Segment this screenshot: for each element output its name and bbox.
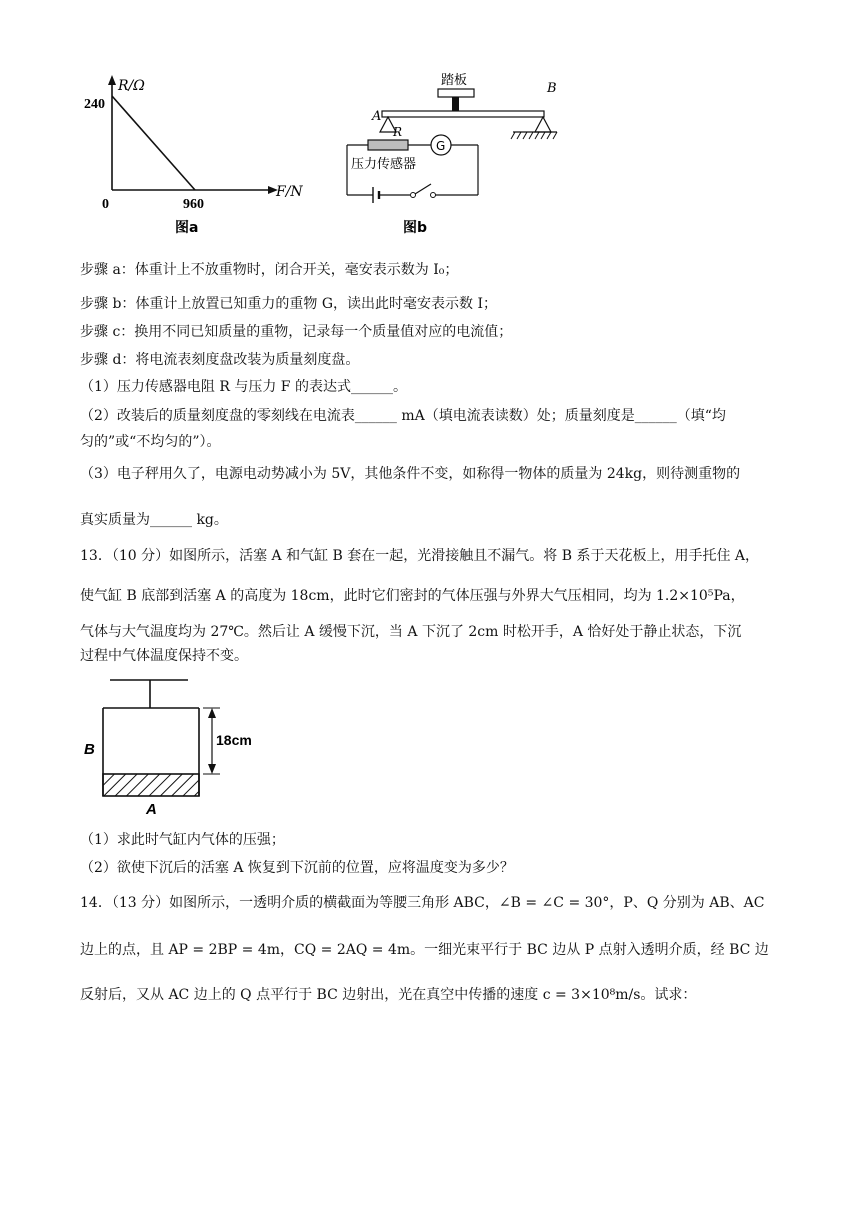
figure-cylinder <box>80 672 280 822</box>
q13-line-2: 使气缸 B 底部到活塞 A 的高度为 18cm，此时它们密封的气体压强与外界大气压相同，均为 1.2×10⁵Pa， <box>80 588 745 604</box>
q12-step-b: 步骤 b：体重计上放置已知重力的重物 G，读出此时毫安表示数 I； <box>80 296 498 312</box>
figure-a-caption: 图a <box>175 220 199 236</box>
piston-a <box>103 774 199 796</box>
q13-line-3: 气体与大气温度均为 27℃。然后让 A 缓慢下沉，当 A 下沉了 2cm 时松开手，A 恰好处于静止状态，下沉 <box>80 624 742 640</box>
cylinder-label-b: B <box>84 741 95 758</box>
y-tick-240: 240 <box>84 97 105 112</box>
resistor-label: R <box>393 125 403 139</box>
figure-b-caption: 图b <box>403 220 428 236</box>
figure-b-circuit <box>335 70 570 240</box>
point-b-label: B <box>547 81 557 96</box>
q12-part-1: （1）压力传感器电阻 R 与压力 F 的表达式______。 <box>80 379 407 395</box>
q13-line-4: 过程中气体温度保持不变。 <box>80 648 248 664</box>
pedal-post <box>452 97 459 111</box>
q12-part-2-cont: 匀的”或“不均匀的”）。 <box>80 434 221 450</box>
q14-line-2: 边上的点，且 AP = 2BP = 4m，CQ = 2AQ = 4m。一细光束平行于 BC 边从 P 点射入透明介质，经 BC 边 <box>80 942 769 958</box>
q12-step-d: 步骤 d：将电流表刻度盘改装为质量刻度盘。 <box>80 352 360 368</box>
q13-part-2: （2）欲使下沉后的活塞 A 恢复到下沉前的位置，应将温度变为多少？ <box>80 860 514 876</box>
q12-part-3-cont: 真实质量为______ kg。 <box>80 512 228 528</box>
sensor-label: 压力传感器 <box>351 157 417 172</box>
origin-label: 0 <box>102 197 109 212</box>
pedal <box>438 89 474 97</box>
y-axis-label: R/Ω <box>118 78 145 94</box>
pedal-label: 踏板 <box>441 73 468 88</box>
x-tick-960: 960 <box>183 197 204 212</box>
q12-step-a: 步骤 a：体重计上不放重物时，闭合开关，毫安表示数为 I₀； <box>80 262 459 278</box>
q14-line-3: 反射后，又从 AC 边上的 Q 点平行于 BC 边射出，光在真空中传播的速度 c = 3×10⁸m/s。试求： <box>80 987 697 1003</box>
r-f-line <box>112 96 195 190</box>
meter-label: G <box>436 139 446 153</box>
q12-part-3: （3）电子秤用久了，电源电动势减小为 5V，其他条件不变，如称得一物体的质量为 24kg，则待测重物的 <box>80 466 741 482</box>
q13-line-1: 13．（10 分）如图所示，活塞 A 和气缸 B 套在一起，光滑接触且不漏气。将 B 系于天花板上，用手托住 A， <box>80 548 760 564</box>
y-axis-arrow <box>108 75 116 85</box>
dimension-label: 18cm <box>216 732 252 748</box>
pivot-b <box>535 117 551 132</box>
x-axis-label: F/N <box>276 184 303 200</box>
q12-part-2: （2）改装后的质量刻度盘的零刻线在电流表______ mA（填电流表读数）处；质量刻度是______（填“均 <box>80 408 726 424</box>
dim-arrow-down <box>208 764 216 774</box>
point-a-label: A <box>372 109 382 124</box>
figure-a-graph <box>80 70 303 240</box>
pressure-sensor-resistor <box>368 140 408 150</box>
switch-blade <box>415 184 431 194</box>
q13-part-1: （1）求此时气缸内气体的压强； <box>80 832 285 848</box>
piston-label-a: A <box>146 801 157 818</box>
dim-arrow-up <box>208 708 216 718</box>
lever-beam <box>382 111 544 117</box>
q12-step-c: 步骤 c：换用不同已知质量的重物，记录每一个质量值对应的电流值； <box>80 324 513 340</box>
q14-line-1: 14．（13 分）如图所示，一透明介质的横截面为等腰三角形 ABC，∠B = ∠C = 30°，P、Q 分别为 AB、AC <box>80 895 765 911</box>
